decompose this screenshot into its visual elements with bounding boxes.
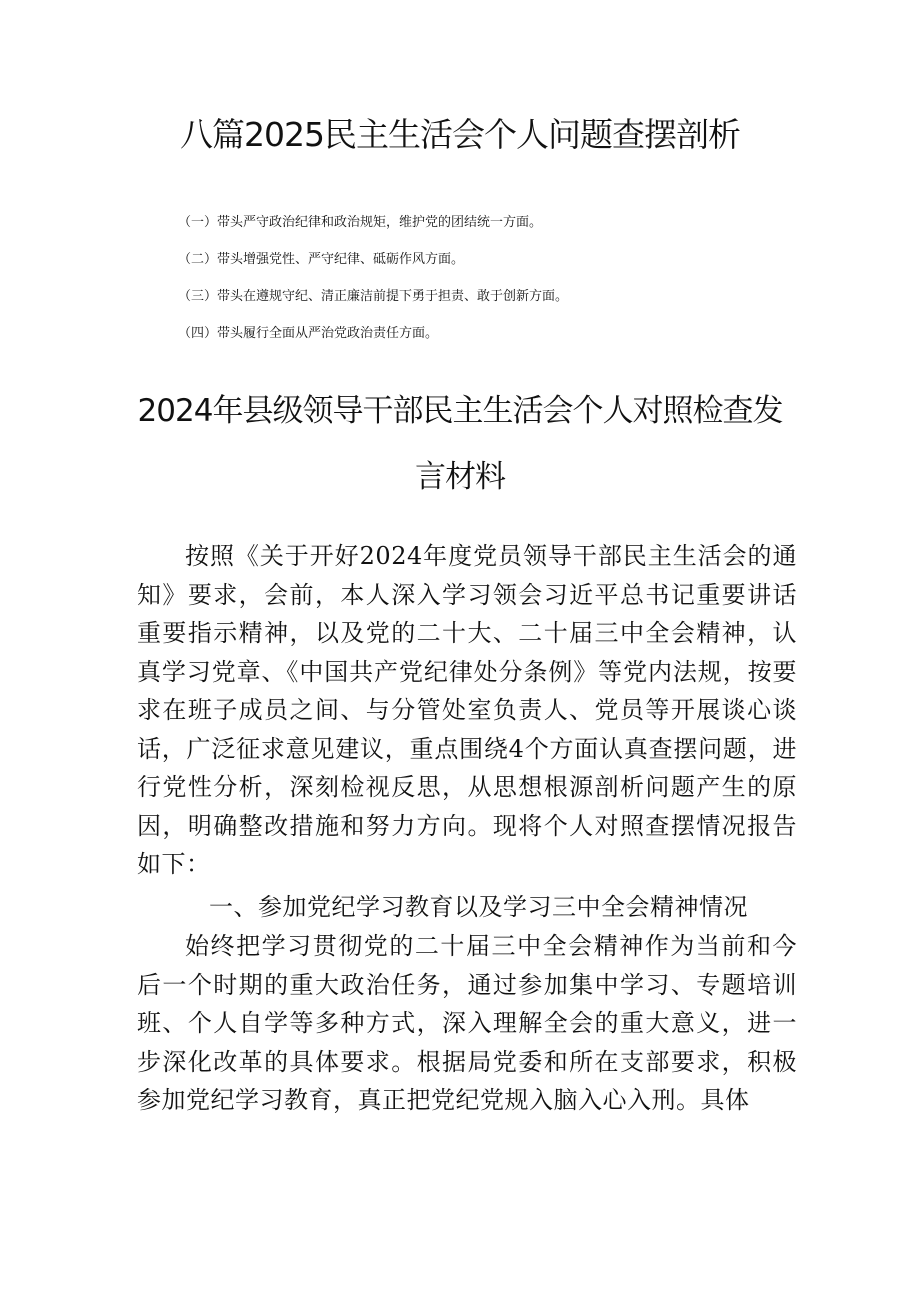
toc-item: （一）带头严守政治纪律和政治规矩，维护党的团结统一方面。	[178, 215, 543, 230]
section-heading: 一、参加党纪学习教育以及学习三中全会精神情况	[209, 893, 748, 921]
toc-item: （三）带头在遵规守纪、清正廉洁前提下勇于担责、敢于创新方面。	[178, 289, 569, 304]
document-subtitle: 2024年县级领导干部民主生活会个人对照检查发言材料	[137, 393, 783, 495]
body-paragraph: 始终把学习贯彻党的二十届三中全会精神作为当前和今后一个时期的重大政治任务，通过参加集中学习、专题培训班、个人自学等多种方式，深入理解全会的重大意义，进一步深化改革的具体要求。根据局党委和所在支部要求，积极参加党纪学习教育，真正把党纪党规入脑入心入刑。具体	[137, 932, 797, 1114]
body-paragraph: 按照《关于开好2024年度党员领导干部民主生活会的通知》要求，会前，本人深入学习领会习近平总书记重要讲话重要指示精神，以及党的二十大、二十届三中全会精神，认真学习党章、《中国共产党纪律处分条例》等党内法规，按要求在班子成员之间、与分管处室负责人、党员等开展谈心谈话，广泛征求意见建议，重点围绕4个方面认真查摆问题，进行党性分析，深刻检视反思，从思想根源剖析问题产生的原因，明确整改措施和努力方向。现将个人对照查摆情况报告如下：	[137, 542, 797, 878]
toc-item: （四）带头履行全面从严治党政治责任方面。	[178, 326, 439, 341]
toc-list	[178, 204, 568, 352]
toc-item: （二）带头增强党性、严守纪律、砥砺作风方面。	[178, 252, 465, 267]
document-title: 八篇2025民主生活会个人问题查摆剖析	[180, 115, 740, 154]
